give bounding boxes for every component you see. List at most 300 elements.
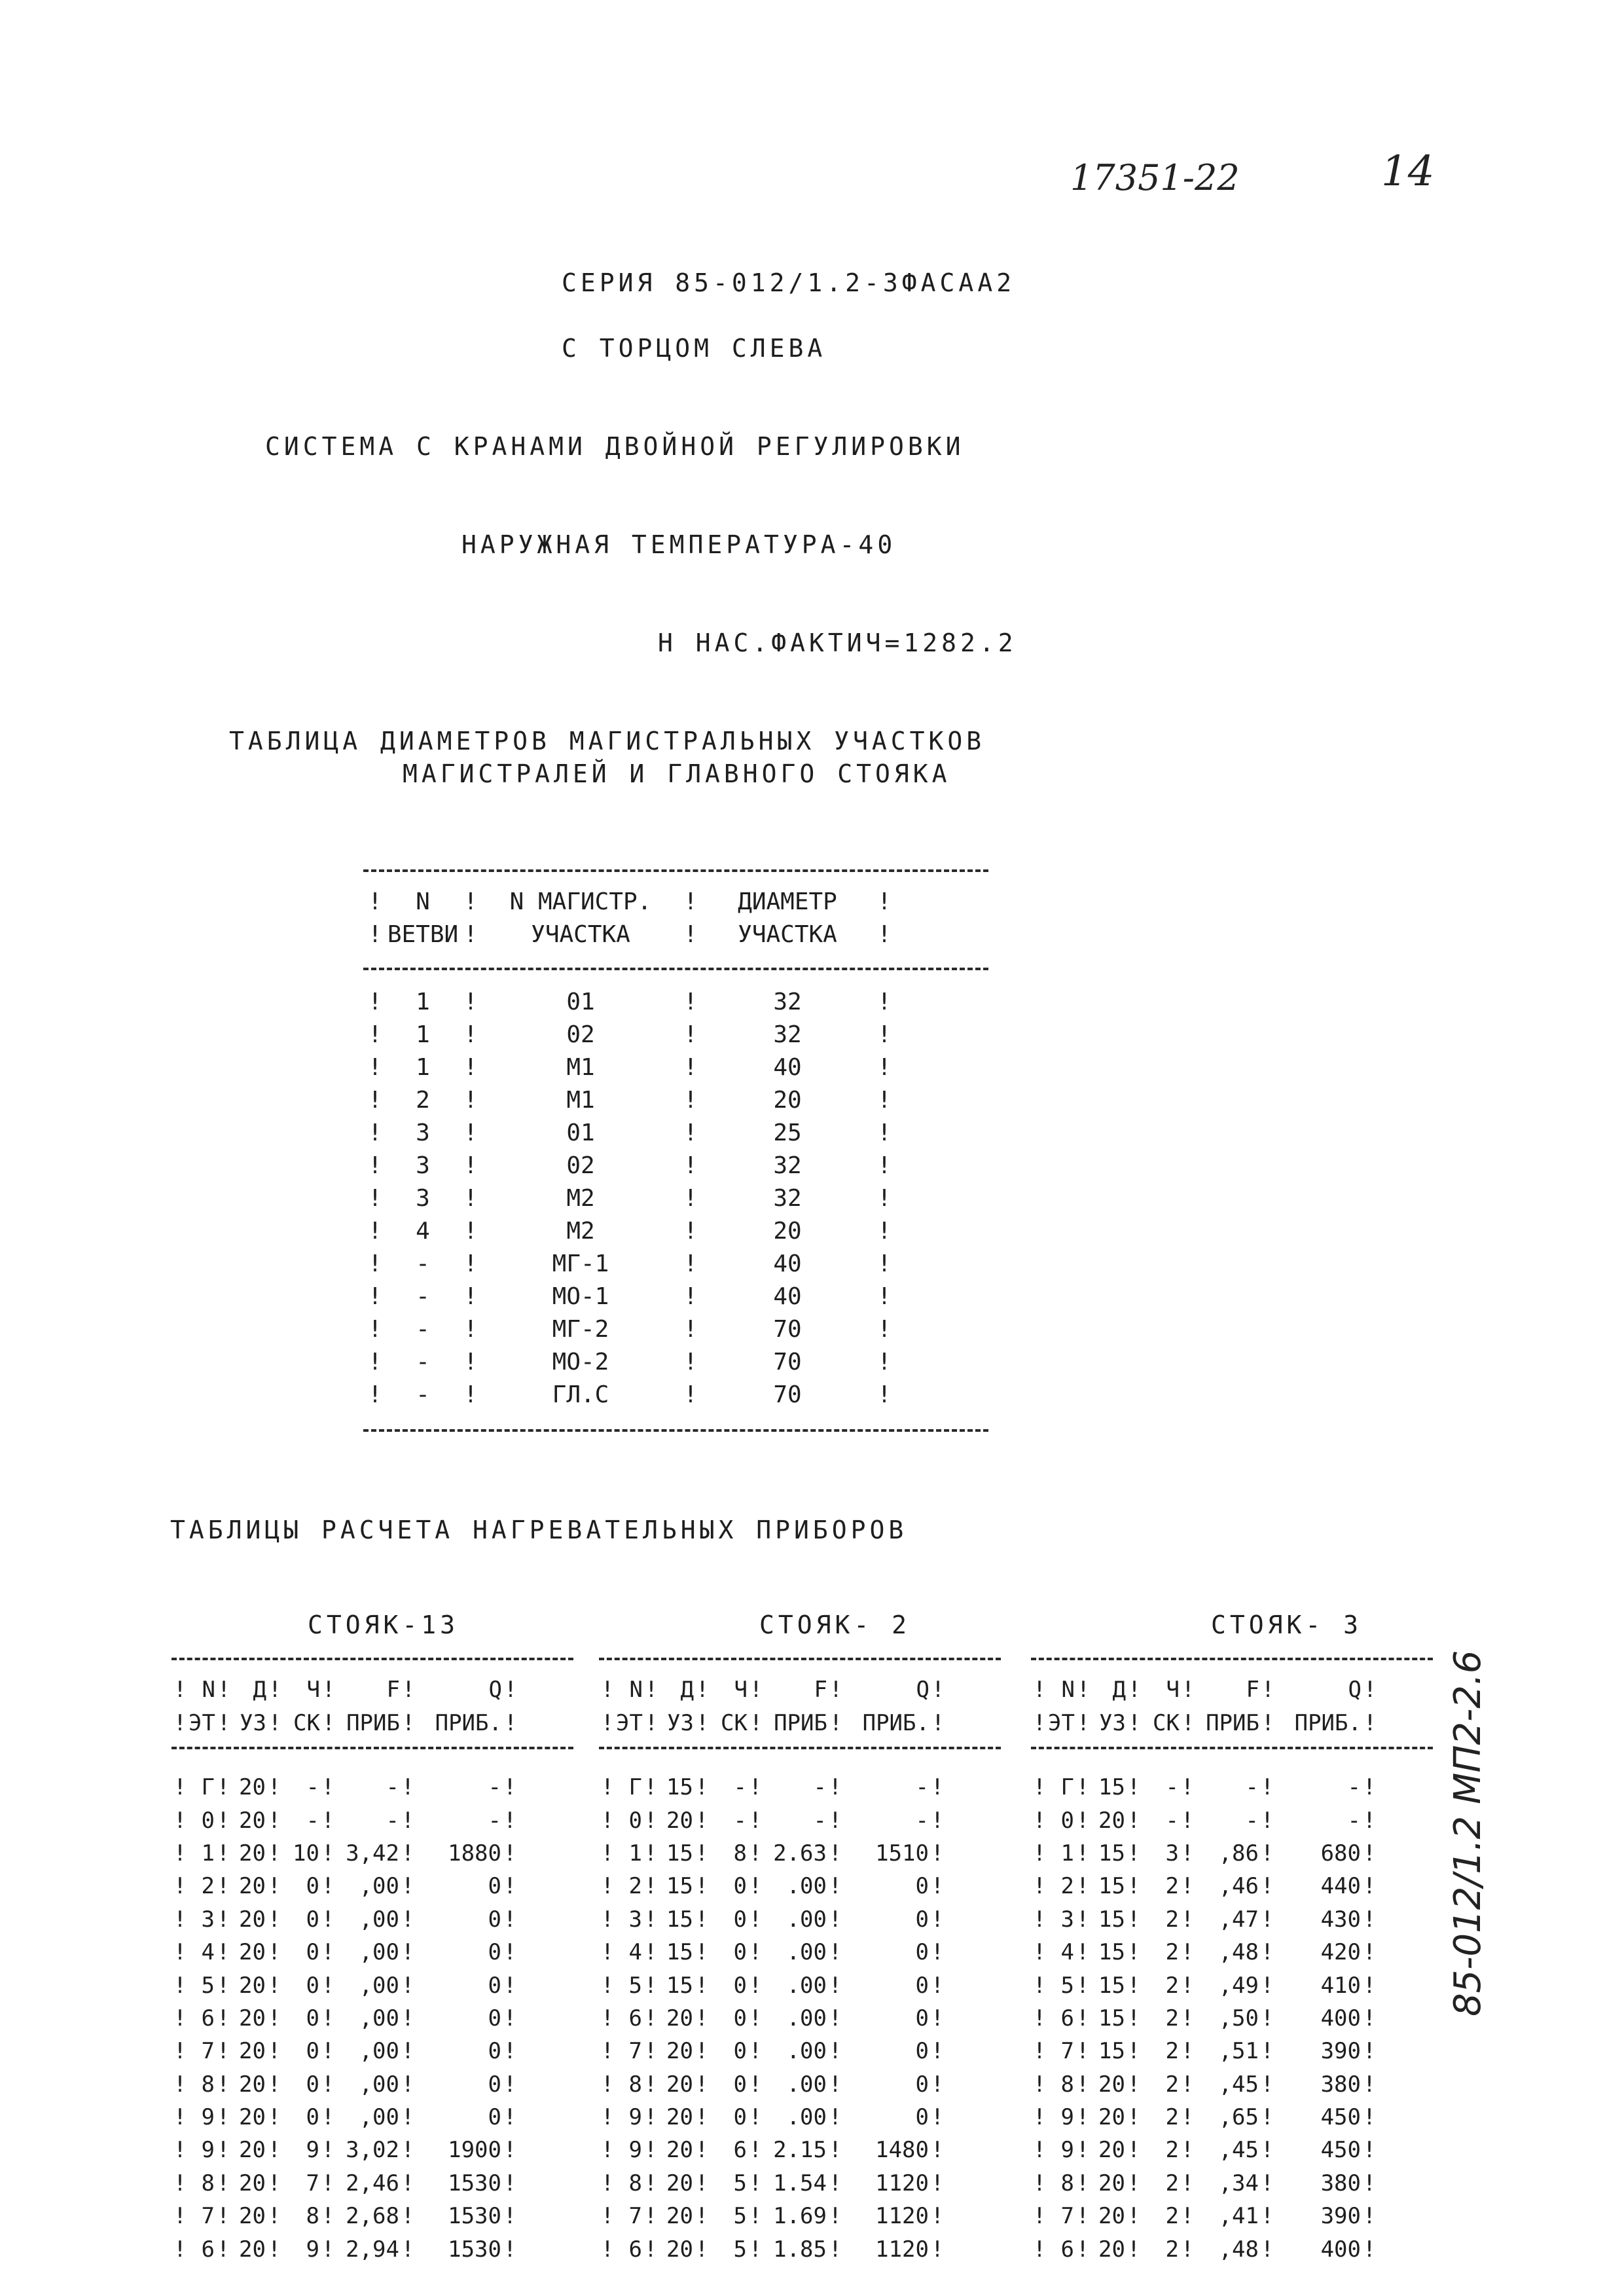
table-cell: -	[488, 1807, 501, 1834]
cell-separator: !	[695, 1807, 709, 1834]
table-cell: 2	[1165, 1906, 1179, 1933]
cell-separator: !	[877, 1086, 892, 1114]
calc-section-title: ТАБЛИЦЫ РАСЧЕТА НАГРЕВАТЕЛЬНЫХ ПРИБОРОВ	[170, 1516, 908, 1544]
cell-separator: !	[828, 1807, 842, 1834]
table-cell: -	[1347, 1807, 1361, 1834]
table-cell: 20	[1098, 1807, 1125, 1834]
cell-separator: !	[463, 1217, 478, 1245]
table-cell: 0	[733, 1873, 747, 1900]
table-cell: СК	[293, 1709, 320, 1736]
cell-separator: !	[1260, 1840, 1274, 1866]
table-cell: 7	[628, 2203, 642, 2230]
table-cell: 1	[1060, 1840, 1074, 1866]
table-cell: Д	[1112, 1677, 1126, 1703]
table-cell: ,46	[1218, 1873, 1259, 1900]
cell-separator: !	[503, 1906, 517, 1933]
table-cell: 1	[416, 988, 430, 1015]
table-cell: 20	[666, 2038, 693, 2065]
cell-separator: !	[877, 1021, 892, 1048]
cell-separator: !	[695, 2104, 709, 2131]
cell-separator: !	[1362, 2005, 1377, 2031]
diam-table-title-1: ТАБЛИЦА ДИАМЕТРОВ МАГИСТРАЛЬНЫХ УЧАСТКОВ	[229, 727, 986, 756]
cell-separator: !	[216, 1939, 230, 1966]
table-cell: 40	[773, 1283, 802, 1310]
table-cell: 0	[488, 2038, 501, 2065]
cell-separator: !	[600, 1709, 615, 1736]
cell-separator: !	[401, 1840, 415, 1866]
cell-separator: !	[695, 1873, 709, 1900]
cell-separator: !	[1362, 2137, 1377, 2164]
table-cell: 3	[628, 1906, 642, 1933]
subtitle-line: С ТОРЦОМ СЛЕВА	[562, 334, 827, 363]
table-cell: 20	[239, 1840, 266, 1866]
table-cell: 2	[1165, 1972, 1179, 1999]
table-cell: -	[416, 1315, 430, 1343]
table-cell: ,45	[1218, 2071, 1259, 2098]
cell-separator: !	[1363, 1677, 1377, 1703]
cell-separator: !	[267, 2236, 281, 2263]
cell-separator: !	[643, 2104, 658, 2131]
table-cell: 3	[1060, 1906, 1074, 1933]
table-cell: 7	[1060, 2038, 1074, 2065]
table-row	[171, 1903, 518, 1936]
cell-separator: !	[828, 2203, 842, 2230]
table-cell: 1900	[448, 2137, 501, 2164]
table-row	[599, 1936, 946, 1969]
cell-separator: !	[1260, 2137, 1274, 2164]
cell-separator: !	[503, 2137, 517, 2164]
cell-separator: !	[368, 1086, 382, 1114]
table-cell: 15	[666, 1774, 693, 1801]
cell-separator: !	[463, 920, 478, 948]
cell-separator: !	[1260, 2071, 1274, 2098]
table-cell: ,49	[1218, 1972, 1259, 1999]
table-cell: 02	[566, 1021, 595, 1048]
table-row	[171, 1936, 518, 1969]
table-cell: 8	[201, 2071, 215, 2098]
cell-separator: !	[368, 1021, 382, 1048]
table-cell: -	[306, 1807, 319, 1834]
cell-separator: !	[1362, 2071, 1377, 2098]
cell-separator: !	[503, 1709, 518, 1736]
table-cell: N	[1061, 1677, 1075, 1703]
table-cell: 4	[628, 1939, 642, 1966]
cell-separator: !	[216, 1972, 230, 1999]
cell-separator: !	[401, 2137, 415, 2164]
table-cell: Г	[628, 1774, 642, 1801]
table-cell: ,00	[359, 2038, 399, 2065]
cell-separator: !	[1261, 1709, 1275, 1736]
table-cell: 8	[733, 1840, 747, 1866]
table-cell: -	[813, 1807, 827, 1834]
cell-separator: !	[877, 988, 892, 1015]
table-cell: 680	[1320, 1840, 1361, 1866]
cell-separator: !	[600, 1807, 615, 1834]
pressure-line: Н НАС.ФАКТИЧ=1282.2	[658, 628, 1017, 657]
cell-separator: !	[695, 2236, 709, 2263]
table-cell: 1	[628, 1840, 642, 1866]
table-cell: 20	[239, 2071, 266, 2098]
cell-separator: !	[1076, 1709, 1091, 1736]
table-cell: 20	[666, 2104, 693, 2131]
cell-separator: !	[321, 1906, 335, 1933]
table-cell: ,50	[1218, 2005, 1259, 2031]
table-cell: 15	[1098, 1774, 1125, 1801]
table-cell: N МАГИСТР.	[509, 888, 652, 915]
cell-separator: !	[695, 2170, 709, 2196]
table-cell: 380	[1320, 2170, 1361, 2196]
table-cell: ПРИБ.	[862, 1709, 929, 1736]
cell-separator: !	[1032, 1939, 1047, 1966]
table-row	[599, 1804, 946, 1836]
cell-separator: !	[1032, 1677, 1047, 1703]
cell-separator: !	[503, 2038, 517, 2065]
cell-separator: !	[828, 2104, 842, 2131]
cell-separator: !	[683, 1283, 698, 1310]
table-cell: 15	[666, 1906, 693, 1933]
table-cell: 0	[733, 2104, 747, 2131]
table-cell: 7	[306, 2170, 319, 2196]
table-cell: 20	[239, 1807, 266, 1834]
table-row	[1031, 1969, 1378, 2001]
table-row	[1031, 1903, 1378, 1936]
diam-table-rule-bottom	[363, 1429, 988, 1432]
table-row	[599, 1903, 946, 1936]
cell-separator: !	[748, 1840, 763, 1866]
cell-separator: !	[930, 1840, 945, 1866]
cell-separator: !	[1362, 1807, 1377, 1834]
table-cell: .00	[786, 1972, 827, 1999]
cell-separator: !	[1075, 1873, 1090, 1900]
table-cell: -	[915, 1807, 929, 1834]
table-row	[363, 1083, 896, 1116]
table-cell: 5	[733, 2203, 747, 2230]
table-row	[599, 2068, 946, 2101]
table-cell: 0	[306, 1939, 319, 1966]
table-row	[171, 1771, 518, 1804]
table-cell: 20	[239, 1972, 266, 1999]
table-cell: 5	[733, 2170, 747, 2196]
calc-table-title-2: СТОЯК- 2	[759, 1611, 911, 1639]
table-cell: -	[1165, 1807, 1179, 1834]
table-cell: ,41	[1218, 2203, 1259, 2230]
table-cell: 9	[628, 2104, 642, 2131]
cell-separator: !	[368, 920, 382, 948]
table-cell: 5	[1060, 1972, 1074, 1999]
cell-separator: !	[321, 2236, 335, 2263]
cell-separator: !	[401, 1939, 415, 1966]
cell-separator: !	[877, 1348, 892, 1375]
cell-separator: !	[828, 1906, 842, 1933]
table-cell: Д	[253, 1677, 266, 1703]
cell-separator: !	[267, 2137, 281, 2164]
table-cell: 440	[1320, 1873, 1361, 1900]
cell-separator: !	[748, 2203, 763, 2230]
cell-separator: !	[748, 2005, 763, 2031]
cell-separator: !	[217, 1709, 231, 1736]
table-cell: 9	[628, 2137, 642, 2164]
temperature-line: НАРУЖНАЯ ТЕМПЕРАТУРА-40	[461, 530, 897, 559]
cell-separator: !	[1127, 1709, 1142, 1736]
table-row	[171, 2232, 518, 2265]
table-cell: 20	[1098, 2236, 1125, 2263]
cell-separator: !	[643, 1939, 658, 1966]
cell-separator: !	[749, 1709, 763, 1736]
cell-separator: !	[463, 988, 478, 1015]
cell-separator: !	[1032, 2104, 1047, 2131]
table-row	[1031, 1870, 1378, 1903]
cell-separator: !	[828, 2236, 842, 2263]
table-cell: 0	[306, 2071, 319, 2098]
table-cell: 450	[1320, 2104, 1361, 2131]
table-cell: Ч	[306, 1677, 320, 1703]
table-cell: 1880	[448, 1840, 501, 1866]
table-cell: -	[1347, 1774, 1361, 1801]
cell-separator: !	[600, 1774, 615, 1801]
cell-separator: !	[267, 2005, 281, 2031]
table-cell: 0	[733, 1906, 747, 1933]
cell-separator: !	[1075, 1774, 1090, 1801]
table-cell: ПРИБ.	[435, 1709, 502, 1736]
cell-separator: !	[1362, 1906, 1377, 1933]
cell-separator: !	[173, 1939, 187, 1966]
cell-separator: !	[695, 1677, 710, 1703]
table-cell: ,45	[1218, 2137, 1259, 2164]
cell-separator: !	[877, 888, 892, 915]
cell-separator: !	[600, 2203, 615, 2230]
cell-separator: !	[695, 1939, 709, 1966]
table-cell: 9	[306, 2137, 319, 2164]
table-cell: F	[386, 1677, 400, 1703]
table-cell: ,00	[359, 1906, 399, 1933]
cell-separator: !	[401, 2104, 415, 2131]
cell-separator: !	[463, 888, 478, 915]
cell-separator: !	[173, 2005, 187, 2031]
cell-separator: !	[930, 1873, 945, 1900]
table-header-row	[599, 1706, 947, 1739]
cell-separator: !	[1075, 2071, 1090, 2098]
cell-separator: !	[173, 2038, 187, 2065]
table-cell: 0	[488, 1972, 501, 1999]
cell-separator: !	[748, 2038, 763, 2065]
cell-separator: !	[321, 2038, 335, 2065]
cell-separator: !	[1260, 1873, 1274, 1900]
diam-table-title-2: МАГИСТРАЛЕЙ И ГЛАВНОГО СТОЯКА	[403, 759, 951, 788]
cell-separator: !	[1127, 1972, 1141, 1999]
table-cell: 15	[1098, 2005, 1125, 2031]
table-cell: ,48	[1218, 1939, 1259, 1966]
table-cell: -	[416, 1348, 430, 1375]
cell-separator: !	[173, 1873, 187, 1900]
cell-separator: !	[1075, 2236, 1090, 2263]
table-row	[363, 1149, 896, 1182]
cell-separator: !	[695, 2005, 709, 2031]
cell-separator: !	[368, 1250, 382, 1277]
cell-separator: !	[930, 2104, 945, 2131]
table-cell: 4	[416, 1217, 430, 1245]
cell-separator: !	[643, 2005, 658, 2031]
table-row	[171, 1969, 518, 2001]
table-cell: -	[1245, 1774, 1259, 1801]
table-cell: .00	[786, 1906, 827, 1933]
table-cell: ,00	[359, 2104, 399, 2131]
calc-rule-top-2	[599, 1658, 1001, 1660]
cell-separator: !	[930, 2038, 945, 2065]
table-cell: 1	[201, 1840, 215, 1866]
cell-separator: !	[1032, 2236, 1047, 2263]
cell-separator: !	[1032, 2038, 1047, 2065]
table-cell: -	[915, 1774, 929, 1801]
cell-separator: !	[931, 1709, 945, 1736]
cell-separator: !	[173, 1972, 187, 1999]
cell-separator: !	[930, 1939, 945, 1966]
table-cell: 1510	[875, 1840, 929, 1866]
table-cell: 20	[239, 2104, 266, 2131]
table-cell: 7	[201, 2038, 215, 2065]
handwritten-side-code: 85-012/1.2 МП2-2.6	[1447, 1650, 1489, 2016]
table-cell: 3,42	[346, 1840, 399, 1866]
cell-separator: !	[1180, 2071, 1195, 2098]
table-cell: 0	[201, 1807, 215, 1834]
cell-separator: !	[683, 988, 698, 1015]
table-cell: 15	[1098, 1873, 1125, 1900]
cell-separator: !	[1127, 1840, 1141, 1866]
cell-separator: !	[1362, 2104, 1377, 2131]
cell-separator: !	[600, 2005, 615, 2031]
cell-separator: !	[368, 1315, 382, 1343]
calc-rule-mid-3	[1031, 1747, 1433, 1749]
table-cell: УЗ	[1099, 1709, 1126, 1736]
table-cell: 02	[566, 1152, 595, 1179]
table-cell: 20	[239, 2137, 266, 2164]
cell-separator: !	[173, 2170, 187, 2196]
cell-separator: !	[368, 1184, 382, 1212]
table-cell: 10	[293, 1840, 319, 1866]
table-cell: 1530	[448, 2203, 501, 2230]
table-cell: 2	[1165, 1939, 1179, 1966]
table-cell: ПРИБ	[346, 1709, 400, 1736]
table-cell: 0	[915, 2104, 929, 2131]
table-cell: УЗ	[667, 1709, 694, 1736]
cell-separator: !	[748, 1906, 763, 1933]
table-cell: СК	[721, 1709, 748, 1736]
cell-separator: !	[748, 2071, 763, 2098]
table-cell: 410	[1320, 1972, 1361, 1999]
table-cell: 7	[1060, 2203, 1074, 2230]
table-cell: 3	[416, 1119, 430, 1146]
table-row	[171, 1837, 518, 1870]
table-cell: 1530	[448, 2170, 501, 2196]
cell-separator: !	[643, 1972, 658, 1999]
cell-separator: !	[600, 1972, 615, 1999]
table-cell: 0	[733, 2005, 747, 2031]
table-cell: 5	[201, 1972, 215, 1999]
table-cell: 01	[566, 1119, 595, 1146]
table-header-row	[171, 1673, 519, 1706]
table-cell: 6	[201, 2005, 215, 2031]
table-cell: Г	[1060, 1774, 1074, 1801]
cell-separator: !	[1180, 1972, 1195, 1999]
table-cell: -	[1165, 1774, 1179, 1801]
cell-separator: !	[748, 2170, 763, 2196]
cell-separator: !	[503, 2071, 517, 2098]
table-cell: ,86	[1218, 1840, 1259, 1866]
cell-separator: !	[463, 1348, 478, 1375]
table-cell: 400	[1320, 2236, 1361, 2263]
cell-separator: !	[695, 1972, 709, 1999]
table-cell: МО-2	[552, 1348, 609, 1375]
cell-separator: !	[173, 2137, 187, 2164]
table-cell: 2	[1165, 2005, 1179, 2031]
cell-separator: !	[173, 2236, 187, 2263]
table-cell: -	[416, 1381, 430, 1408]
table-cell: 8	[1060, 2071, 1074, 2098]
table-cell: 0	[628, 1807, 642, 1834]
cell-separator: !	[368, 1381, 382, 1408]
table-cell: 1	[416, 1021, 430, 1048]
table-cell: 3,02	[346, 2137, 399, 2164]
table-cell: 3	[1165, 1840, 1179, 1866]
cell-separator: !	[748, 1807, 763, 1834]
table-cell: -	[416, 1283, 430, 1310]
table-cell: ВЕТВИ	[387, 920, 459, 948]
cell-separator: !	[1127, 2005, 1141, 2031]
table-row	[599, 2101, 946, 2134]
cell-separator: !	[267, 1906, 281, 1933]
cell-separator: !	[173, 1709, 187, 1736]
cell-separator: !	[1075, 2203, 1090, 2230]
cell-separator: !	[463, 1021, 478, 1048]
table-cell: ,51	[1218, 2038, 1259, 2065]
table-cell: 32	[773, 1152, 802, 1179]
cell-separator: !	[1075, 1972, 1090, 1999]
table-cell: 15	[666, 1840, 693, 1866]
cell-separator: !	[1362, 2170, 1377, 2196]
table-cell: М1	[566, 1053, 595, 1081]
cell-separator: !	[930, 2071, 945, 2098]
cell-separator: !	[1075, 1939, 1090, 1966]
cell-separator: !	[1180, 2038, 1195, 2065]
table-cell: 20	[239, 1939, 266, 1966]
table-cell: М2	[566, 1184, 595, 1212]
table-cell: 2	[1165, 2104, 1179, 2131]
table-row	[363, 1051, 896, 1083]
cell-separator: !	[1180, 1873, 1195, 1900]
cell-separator: !	[828, 1840, 842, 1866]
cell-separator: !	[683, 888, 698, 915]
table-cell: -	[488, 1774, 501, 1801]
cell-separator: !	[1032, 1709, 1047, 1736]
table-row	[1031, 2134, 1378, 2166]
cell-separator: !	[748, 1774, 763, 1801]
table-cell: 15	[666, 1972, 693, 1999]
cell-separator: !	[828, 1774, 842, 1801]
cell-separator: !	[1362, 1840, 1377, 1866]
cell-separator: !	[683, 1348, 698, 1375]
table-cell: 20	[239, 2236, 266, 2263]
cell-separator: !	[401, 2203, 415, 2230]
table-cell: 4	[201, 1939, 215, 1966]
table-cell: ,00	[359, 2005, 399, 2031]
cell-separator: !	[503, 2236, 517, 2263]
cell-separator: !	[503, 1774, 517, 1801]
cell-separator: !	[267, 1939, 281, 1966]
cell-separator: !	[828, 1972, 842, 1999]
table-row	[363, 1214, 896, 1247]
table-cell: -	[306, 1774, 319, 1801]
cell-separator: !	[463, 1381, 478, 1408]
calc-table-1-body	[171, 1771, 518, 2266]
